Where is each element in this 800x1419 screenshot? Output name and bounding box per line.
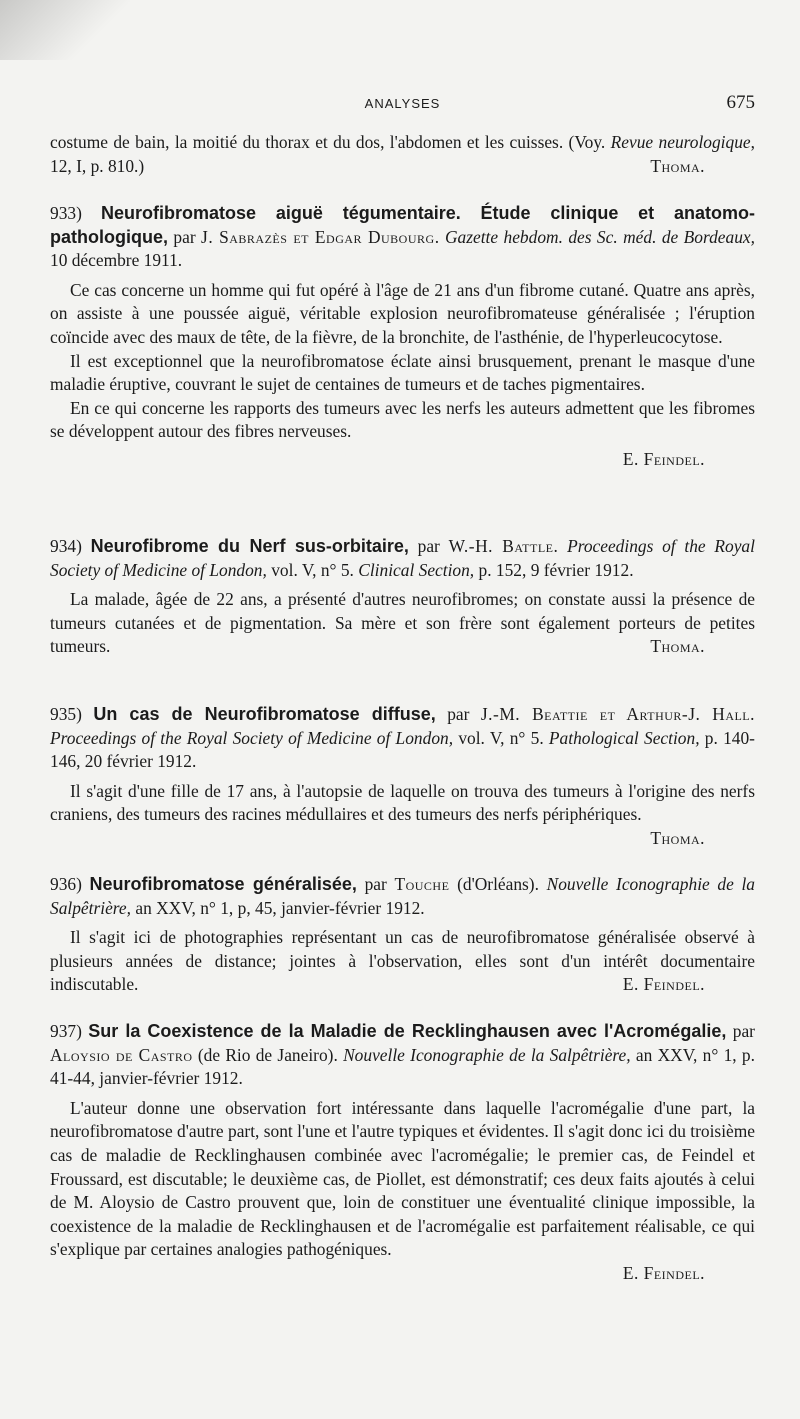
abstract-paragraph: Ce cas concerne un homme qui fut opéré à l'âge de 21 ans d'un fibrome cutané. Quatre ans après, on assiste à une poussée aiguë, véritable explosion neurofibromateuse généralisée ; l'éruption coïncide avec des maux de tête, de la fièvre, de la bronchite, de l'asthénie, de l'hyperleucocytose. — [50, 279, 755, 347]
intro-reference: Revue neurologique — [610, 132, 751, 152]
abstract-title: Neurofibrome du Nerf sus-orbitaire, — [90, 536, 409, 556]
abstract-heading: 934) Neurofibrome du Nerf sus-orbitaire, par W.-H. Battle. Proceedings of the Royal Society of Medicine of London, vol. V, n° 5. Clinical Section, p. 152, 9 février 1912. — [50, 536, 755, 580]
abstract-title: Un cas de Neurofibromatose diffuse, — [93, 704, 436, 724]
abstract-journal: Proceedings of the Royal Society of Medicine of London, — [50, 536, 755, 580]
abstract-heading: 933) Neurofibromatose aiguë tégumentaire. Étude clinique et anatomo-pathologique, par J. Sabrazès et Edgar Dubourg. Gazette hebdom. des Sc. méd. de Bordeaux, 10 décembre 1911. — [50, 203, 755, 271]
abstract-journal: Nouvelle Iconographie de la Salpêtrière, — [343, 1044, 631, 1065]
signature: Thoma. — [650, 636, 705, 657]
signature: E. Feindel. — [622, 1262, 705, 1283]
abstract-paragraph: Il est exceptionnel que la neurofibromatose éclate ainsi brusquement, prenant le masque d'une maladie éruptive, couvrant le sujet de centaines de tumeurs et de taches pigmentaires. — [50, 350, 755, 395]
abstract-authors: J. Sabrazès et Edgar Dubourg. — [201, 226, 440, 247]
abstract-paragraph: En ce qui concerne les rapports des tumeurs avec les nerfs les auteurs admettent que les fibromes se développent autour des fibres nerveuses. — [50, 397, 755, 442]
abstract-heading: 937) Sur la Coexistence de la Maladie de Recklinghausen avec l'Acromégalie, par Aloysio de Castro (de Rio de Janeiro). Nouvelle Iconographie de la Salpêtrière, an XXV, n° 1, p. 41-44, janvier-février 1912. — [50, 1021, 755, 1089]
page-number: 675 — [726, 92, 755, 113]
page-corner-shadow — [0, 0, 130, 60]
abstract-authors: Touche — [394, 874, 450, 894]
abstract-935 — [50, 703, 755, 851]
abstract-title: Neurofibromatose aiguë tégumentaire. Étude clinique et anatomo-pathologique, — [50, 203, 755, 247]
abstract-paragraph: L'auteur donne une observation fort intéressante dans laquelle l'acromégalie d'une part, la neurofibromatose d'autre part, sont l'une et l'autre typiques et évidentes. Il s'agit donc ici du troisième cas de maladie de Recklinghausen combinée avec l'acromégalie; le premier cas, de Feindel et Froussard, est discutable; le deuxième cas, de Piollet, est démonstratif; ces deux faits ajoutés à celui de M. Aloysio de Castro prouvent que, loin de constituer une éventualité clinique impossible, la coexistence de la maladie de Recklinghausen et de l'acromégalie est parfaitement réalisable, ce qui s'explique par certaines analogies pathogéniques. — [50, 1097, 755, 1260]
abstract-section: Clinical Section, — [358, 559, 475, 580]
abstract-title: Neurofibromatose généralisée, — [89, 874, 357, 894]
intro-line: costume de bain, la moitié du thorax et du dos, l'abdomen et les cuisses. (Voy. Revue neurologique, 12, I, p. 810.) Thoma. — [50, 131, 755, 178]
running-header — [50, 92, 755, 116]
abstract-authors: J.-M. Beattie et Arthur-J. Hall. — [480, 704, 755, 724]
abstract-934 — [50, 535, 755, 659]
abstract-933 — [50, 202, 755, 472]
abstract-journal: Proceedings of the Royal Society of Medicine of London, — [50, 727, 454, 748]
abstract-paragraph: Il s'agit d'une fille de 17 ans, à l'autopsie de laquelle on trouva des tumeurs à l'origine des nerfs craniens, des tumeurs des racines médullaires et des tumeurs des nerfs périphériques. Thoma. — [50, 780, 755, 827]
abstract-authors: W.-H. Battle. — [448, 536, 559, 556]
running-title: ANALYSES — [364, 96, 441, 111]
abstract-journal: Gazette hebdom. des Sc. méd. de Bordeaux, — [444, 226, 755, 247]
abstract-heading: 936) Neurofibromatose généralisée, par Touche (d'Orléans). Nouvelle Iconographie de la Salpêtrière, an XXV, n° 1, p, 45, janvier-février 1912. — [50, 874, 755, 918]
signature: E. Feindel. — [622, 974, 705, 995]
signature: E. Feindel. — [622, 448, 705, 469]
abstract-section: Pathological Section, — [548, 727, 700, 748]
signature: Thoma. — [650, 155, 705, 176]
abstract-authors: Aloysio de Castro — [50, 1044, 193, 1065]
abstract-937 — [50, 1020, 755, 1286]
abstract-paragraph: Il s'agit ici de photographies représentant un cas de neurofibromatose généralisée observé à plusieurs années de distance; jointes à l'observation, elles sont d'un intérêt documentaire indiscutable. E. Feindel. — [50, 926, 755, 997]
intro-continuation — [50, 131, 755, 178]
abstract-936 — [50, 873, 755, 997]
abstract-title: Sur la Coexistence de la Maladie de Recklinghausen avec l'Acromégalie, — [88, 1021, 727, 1041]
abstract-heading: 935) Un cas de Neurofibromatose diffuse, par J.-M. Beattie et Arthur-J. Hall. Proceedings of the Royal Society of Medicine of London, vol. V, n° 5. Pathological Section, p. 140-146, 20 février 1912. — [50, 704, 755, 772]
abstract-paragraph: La malade, âgée de 22 ans, a présenté d'autres neurofibromes; on constate aussi la présence de tumeurs cutanées et de pigmentation. Sa mère et son frère sont également porteurs de petites tumeurs. Thoma. — [50, 588, 755, 659]
abstract-journal: Nouvelle Iconographie de la Salpêtrière, — [50, 874, 755, 918]
signature: Thoma. — [650, 827, 705, 848]
